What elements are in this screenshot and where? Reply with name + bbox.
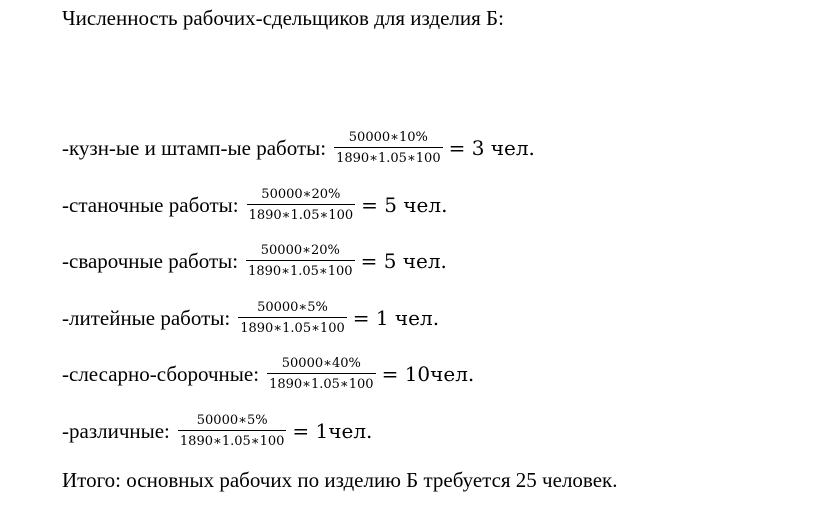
- fraction-numerator: 50000∗5%: [196, 413, 268, 428]
- fraction-denominator: 1890∗1.05∗100: [248, 264, 353, 279]
- fraction-numerator: 50000∗40%: [281, 356, 361, 371]
- fraction-denominator: 1890∗1.05∗100: [248, 208, 354, 223]
- row-result: = 10чел.: [381, 362, 475, 386]
- calc-row-assembly: [62, 352, 474, 396]
- row-label: -различные:: [62, 419, 170, 443]
- fraction-numerator: 50000∗20%: [260, 243, 340, 258]
- row-result: = 1 чел.: [352, 306, 440, 330]
- fraction-denominator: 1890∗1.05∗100: [240, 321, 345, 336]
- total-summary: Итого: основных рабочих по изделию Б требуется 25 человек.: [62, 468, 618, 492]
- fraction-denominator: 1890∗1.05∗100: [336, 151, 441, 166]
- fraction-numerator: 50000∗5%: [257, 300, 328, 315]
- calc-row-misc: [62, 409, 372, 453]
- row-result: = 5 чел.: [361, 193, 448, 217]
- fraction: [178, 412, 287, 450]
- row-label: -кузн-ые и штамп-ые работы:: [62, 136, 327, 160]
- calc-row-machining: [62, 183, 447, 227]
- row-result: = 1чел.: [292, 419, 373, 443]
- row-label: -слесарно-сборочные:: [62, 362, 260, 386]
- calc-row-casting: [62, 296, 439, 340]
- row-label: -литейные работы:: [62, 306, 231, 330]
- row-result: = 3 чел.: [448, 136, 535, 160]
- row-label: -сварочные работы:: [62, 249, 239, 273]
- fraction: [267, 355, 376, 393]
- calc-row-welding: [62, 239, 447, 283]
- fraction-denominator: 1890∗1.05∗100: [179, 434, 285, 449]
- row-label: -станочные работы:: [62, 193, 239, 217]
- fraction: [334, 129, 443, 167]
- page-title: Численность рабочих-сдельщиков для изделия Б:: [62, 6, 504, 30]
- fraction: [247, 186, 356, 224]
- calc-row-forging: [62, 126, 535, 170]
- fraction-numerator: 50000∗20%: [261, 187, 341, 202]
- fraction: [238, 299, 347, 337]
- row-result: = 5 чел.: [360, 249, 447, 273]
- fraction-numerator: 50000∗10%: [348, 130, 428, 145]
- fraction: [246, 242, 355, 280]
- fraction-denominator: 1890∗1.05∗100: [269, 377, 374, 392]
